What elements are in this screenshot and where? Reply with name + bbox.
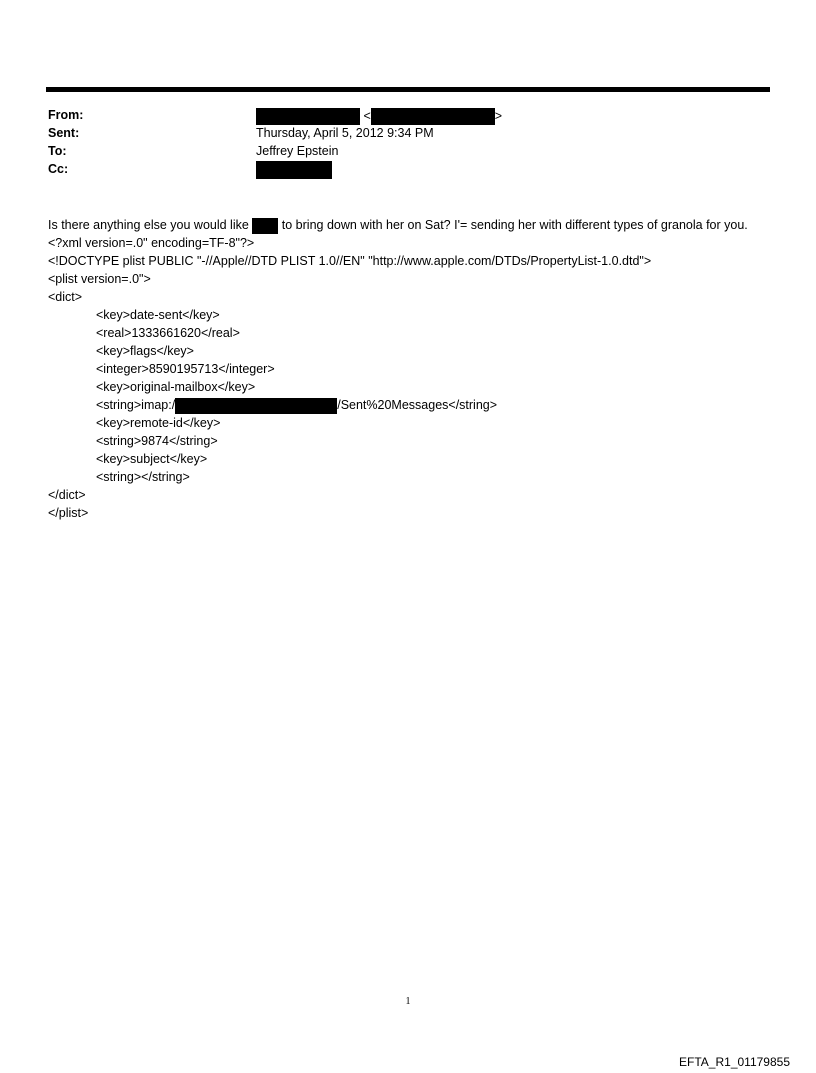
xml-line: <key>flags</key> [96,344,194,358]
xml-line: </dict> [48,488,86,502]
email-body [48,216,778,522]
xml-line: <!DOCTYPE plist PUBLIC "-//Apple//DTD PLIST 1.0//EN" "http://www.apple.com/DTDs/PropertyList-1.0.dtd"> [48,254,652,268]
redaction-box [371,108,495,125]
xml-line: <dict> [48,290,83,304]
xml-line: <?xml version=.0" encoding=TF-8"?> [48,236,255,250]
cc-value [256,161,332,179]
xml-line: <string>9874</string> [96,434,218,448]
imap-suffix: /Sent%20Messages</string> [337,398,498,412]
xml-line-imap [48,396,778,414]
sent-label: Sent: [48,126,80,140]
xml-line: <string></string> [96,470,190,484]
redaction-box [175,398,337,414]
from-lt: < [363,108,371,123]
xml-line: <key>remote-id</key> [96,416,221,430]
imap-prefix: <string>imap:/ [96,398,176,412]
body-text: to bring down with her on Sat? I'= sending her with different types of granola for you. [281,218,748,232]
sent-value: Thursday, April 5, 2012 9:34 PM [256,126,434,140]
body-paragraph [48,216,778,234]
xml-line: <real>1333661620</real> [96,326,240,340]
redaction-box [252,218,278,234]
body-text: Is there anything else you would like [48,218,249,232]
to-value: Jeffrey Epstein [256,144,339,158]
from-gt: > [494,108,503,123]
page-number: 1 [405,996,411,1007]
from-label: From: [48,108,84,122]
xml-line: <key>date-sent</key> [96,308,220,322]
xml-line: <key>original-mailbox</key> [96,380,256,394]
redaction-box [256,108,360,125]
xml-line: <plist version=.0"> [48,272,151,286]
from-value [256,108,502,125]
xml-line: </plist> [48,506,89,520]
xml-line: <key>subject</key> [96,452,208,466]
header-rule [46,87,770,92]
bates-number: EFTA_R1_01179855 [679,1055,790,1069]
xml-line: <integer>8590195713</integer> [96,362,275,376]
to-label: To: [48,144,67,158]
cc-label: Cc: [48,162,69,176]
redaction-box [256,161,332,179]
